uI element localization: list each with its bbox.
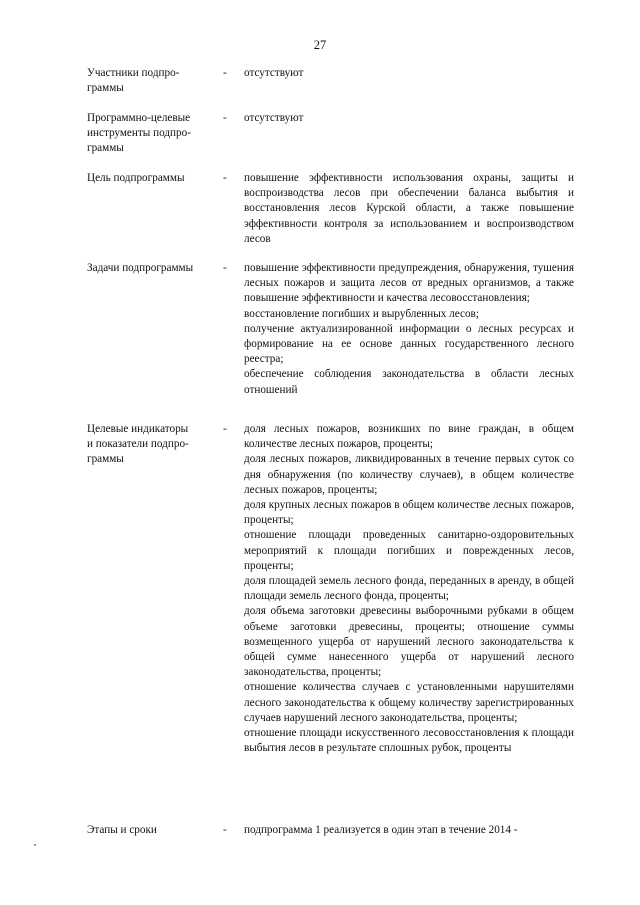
row-content (244, 823, 574, 838)
content-line: получение актуализированной информации о лесных ресурсах и формирование на ее основе данных государственного лесного реестра; (244, 322, 574, 366)
content-line: повышение эффективности предупреждения, обнаружения, тушения лесных пожаров и защита лесов от вредных организмов, а также повышение эффективности и качества лесовосстановления; (244, 262, 574, 305)
scan-speck (34, 844, 36, 846)
content-line: доля крупных лесных пожаров в общем количестве лесных пожаров, проценты; (244, 499, 574, 527)
row-label: Целевые индикаторы и показатели подпро- граммы (87, 423, 189, 466)
row-dash: - (223, 112, 227, 124)
content-line: отсутствуют (244, 112, 304, 124)
content-line: доля лесных пожаров, ликвидированных в течение первых суток со дня обнаружения (по количеству случаев), в общем количестве лесных пожаров, проценты; (244, 453, 574, 496)
row-dash: - (223, 824, 227, 836)
content-line: подпрограмма 1 реализуется в один этап в течение 2014 - (244, 824, 518, 836)
row-dash: - (223, 423, 227, 435)
row-label: Программно-целевые инструменты подпро- граммы (87, 112, 191, 155)
row-content (244, 111, 574, 126)
row-label: Цель подпрограммы (87, 172, 185, 184)
row-label: Задачи подпрограммы (87, 262, 194, 274)
row-label: Участники подпро- граммы (87, 67, 180, 95)
row-content (244, 171, 574, 247)
row-dash: - (223, 67, 227, 79)
row-content (244, 422, 574, 756)
content-line: обеспечение соблюдения законодательства в области лесных отношений (244, 368, 574, 396)
row-content (244, 261, 574, 398)
page-number: 27 (313, 38, 327, 52)
content-line: восстановление погибших и вырубленных лесов; (244, 307, 479, 320)
content-line: отношение площади искусственного лесовосстановления к площади выбытия лесов в результате сплошных рубок, проценты (244, 727, 574, 755)
row-label: Этапы и сроки (87, 824, 157, 836)
row-dash: - (223, 172, 227, 184)
content-line: доля объема заготовки древесины выборочными рубками в общем объеме заготовки древесины, проценты; отношение суммы возмещенного ущерба от нарушений лесного законодательства к общей сумме нанесенного ущерба от нарушений лесного законодательства, проценты; (244, 605, 574, 679)
row-dash: - (223, 262, 227, 274)
row-content (244, 66, 574, 81)
content-line: повышение эффективности использования охраны, защиты и воспроизводства лесов при обеспечении баланса выбытия и восстановления лесов Курской области, а также повышение эффективности контроля за использованием и воспроизводством лесов (244, 172, 574, 245)
content-line: доля лесных пожаров, возникших по вине граждан, в общем количестве лесных пожаров, проценты; (244, 423, 574, 451)
content-line: доля площадей земель лесного фонда, переданных в аренду, в общей площади земель лесного фонда, проценты; (244, 575, 574, 603)
content-line: отсутствуют (244, 67, 304, 79)
content-line: отношение количества случаев с установленными нарушителями лесного законодательства к общему количеству зарегистрированных случаев нарушений лесного законодательства, проценты; (244, 681, 574, 724)
content-line: отношение площади проведенных санитарно-оздоровительных мероприятий к площади погибших и поврежденных лесов, проценты; (244, 529, 574, 572)
